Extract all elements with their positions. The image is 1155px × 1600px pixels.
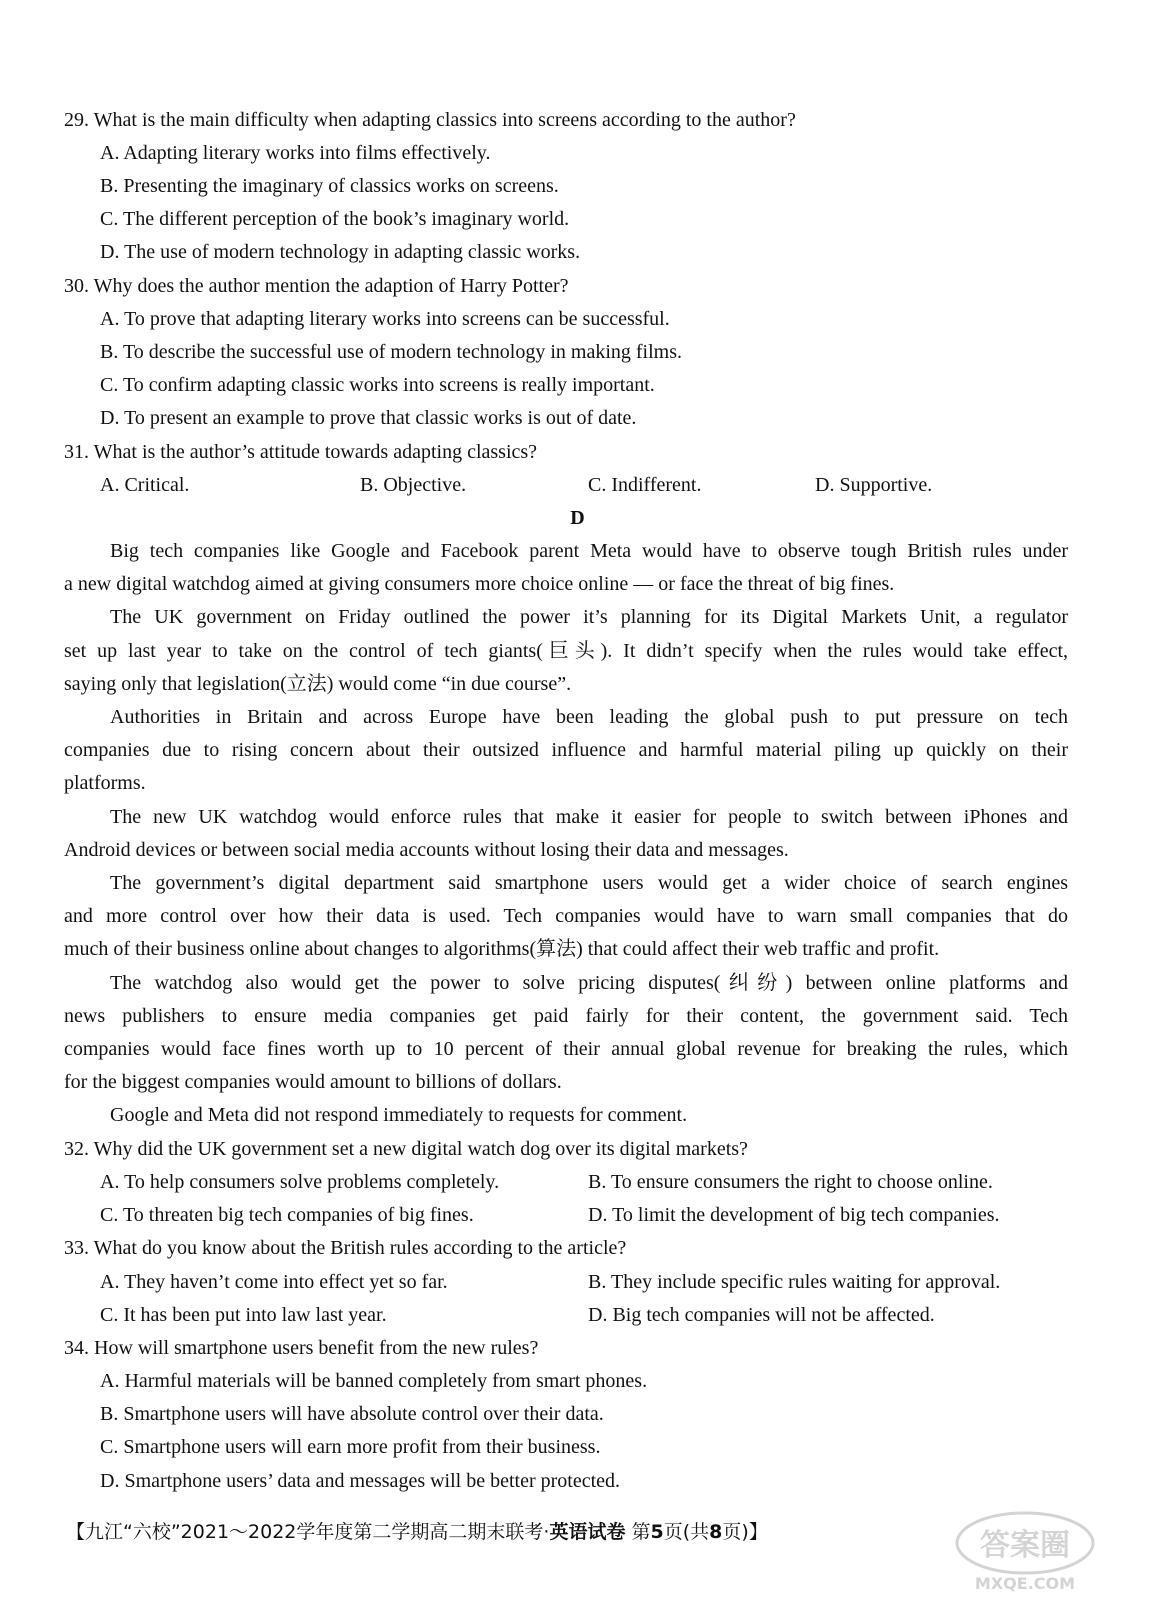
q34-option-a: A. Harmful materials will be banned completely from smart phones. [100,1370,648,1392]
passage-line: and more control over how their data is used. Tech companies would have to warn small companies that do [64,905,1068,927]
q34-option-c: C. Smartphone users will earn more profit from their business. [100,1436,601,1458]
q29-option-b: B. Presenting the imaginary of classics works on screens. [100,175,559,197]
passage-line: Authorities in Britain and across Europe have been leading the global push to put pressure on tech [110,706,1068,728]
passage-line: companies would face fines worth up to 10 percent of their annual global revenue for breaking the rules, which [64,1038,1068,1060]
q33-option-a: A. They haven’t come into effect yet so far. [100,1271,448,1293]
passage-line: news publishers to ensure media companies get paid fairly for their content, the government said. Tech [64,1005,1068,1027]
page-footer [66,1519,768,1545]
q32-option-b: B. To ensure consumers the right to choose online. [588,1171,993,1193]
footer-total-pages: 8 [709,1521,723,1543]
q32-option-a: A. To help consumers solve problems completely. [100,1171,500,1193]
question-30: 30. Why does the author mention the adaption of Harry Potter? [64,275,569,297]
q34-option-b: B. Smartphone users will have absolute control over their data. [100,1403,604,1425]
q30-option-d: D. To present an example to prove that classic works is out of date. [100,407,637,429]
footer-page-prefix: 第 [631,1521,651,1543]
passage-line: platforms. [64,772,146,794]
passage-line: Big tech companies like Google and Facebook parent Meta would have to observe tough British rules under [110,540,1068,562]
q31-option-c: C. Indifferent. [588,474,702,496]
q31-option-b: B. Objective. [360,474,467,496]
passage-line: set up last year to take on the control of tech giants(巨头). It didn’t specify when the rules would take effect, [64,640,1068,662]
passage-line: saying only that legislation(立法) would come “in due course”. [64,673,572,695]
q29-option-c: C. The different perception of the book’s imaginary world. [100,208,570,230]
q31-option-a: A. Critical. [100,474,190,496]
passage-line: much of their business online about changes to algorithms(算法) that could affect their web traffic and profit. [64,938,940,960]
question-32: 32. Why did the UK government set a new digital watch dog over its digital markets? [64,1138,748,1160]
section-heading: D [570,507,585,529]
question-33: 33. What do you know about the British rules according to the article? [64,1237,627,1259]
passage-line: for the biggest companies would amount to billions of dollars. [64,1071,562,1093]
watermark-logo [950,1505,1100,1595]
q30-option-b: B. To describe the successful use of modern technology in making films. [100,341,683,363]
q32-option-c: C. To threaten big tech companies of big fines. [100,1204,474,1226]
svg-text:MXQE.COM: MXQE.COM [974,1574,1076,1593]
q30-option-a: A. To prove that adapting literary works into screens can be successful. [100,308,670,330]
q32-option-d: D. To limit the development of big tech companies. [588,1204,1000,1226]
passage-line: Android devices or between social media accounts without losing their data and messages. [64,839,789,861]
footer-page-suffix: 页)】 [722,1521,768,1543]
svg-text:答案圈: 答案圈 [980,1528,1070,1563]
passage-line: The UK government on Friday outlined the power it’s planning for its Digital Markets Unit, a regulator [110,606,1068,628]
footer-exam-title: 【九江“六校”2021～2022学年度第二学期高二期末联考· [66,1521,550,1543]
passage-line: a new digital watchdog aimed at giving consumers more choice online — or face the threat of big fines. [64,573,895,595]
q31-option-d: D. Supportive. [815,474,933,496]
question-34: 34. How will smartphone users benefit from the new rules? [64,1337,539,1359]
q29-option-a: A. Adapting literary works into films effectively. [100,142,491,164]
passage-line: The government’s digital department said smartphone users would get a wider choice of search engines [110,872,1068,894]
passage-line: The new UK watchdog would enforce rules that make it easier for people to switch between iPhones and [110,806,1068,828]
q30-option-c: C. To confirm adapting classic works into screens is really important. [100,374,655,396]
q33-option-c: C. It has been put into law last year. [100,1304,387,1326]
footer-page-number: 5 [650,1521,664,1543]
q34-option-d: D. Smartphone users’ data and messages will be better protected. [100,1470,621,1492]
passage-line: The watchdog also would get the power to solve pricing disputes(纠纷) between online platforms and [110,972,1068,994]
q33-option-d: D. Big tech companies will not be affected. [588,1304,935,1326]
question-31: 31. What is the author’s attitude towards adapting classics? [64,441,538,463]
question-29: 29. What is the main difficulty when adapting classics into screens according to the author? [64,109,796,131]
passage-line: Google and Meta did not respond immediately to requests for comment. [110,1104,688,1126]
footer-page-mid: 页(共 [663,1521,710,1543]
q29-option-d: D. The use of modern technology in adapting classic works. [100,241,581,263]
passage-line: companies due to rising concern about their outsized influence and harmful material piling up quickly on their [64,739,1068,761]
q33-option-b: B. They include specific rules waiting for approval. [588,1271,1001,1293]
footer-subject: 英语试卷 [549,1521,626,1543]
